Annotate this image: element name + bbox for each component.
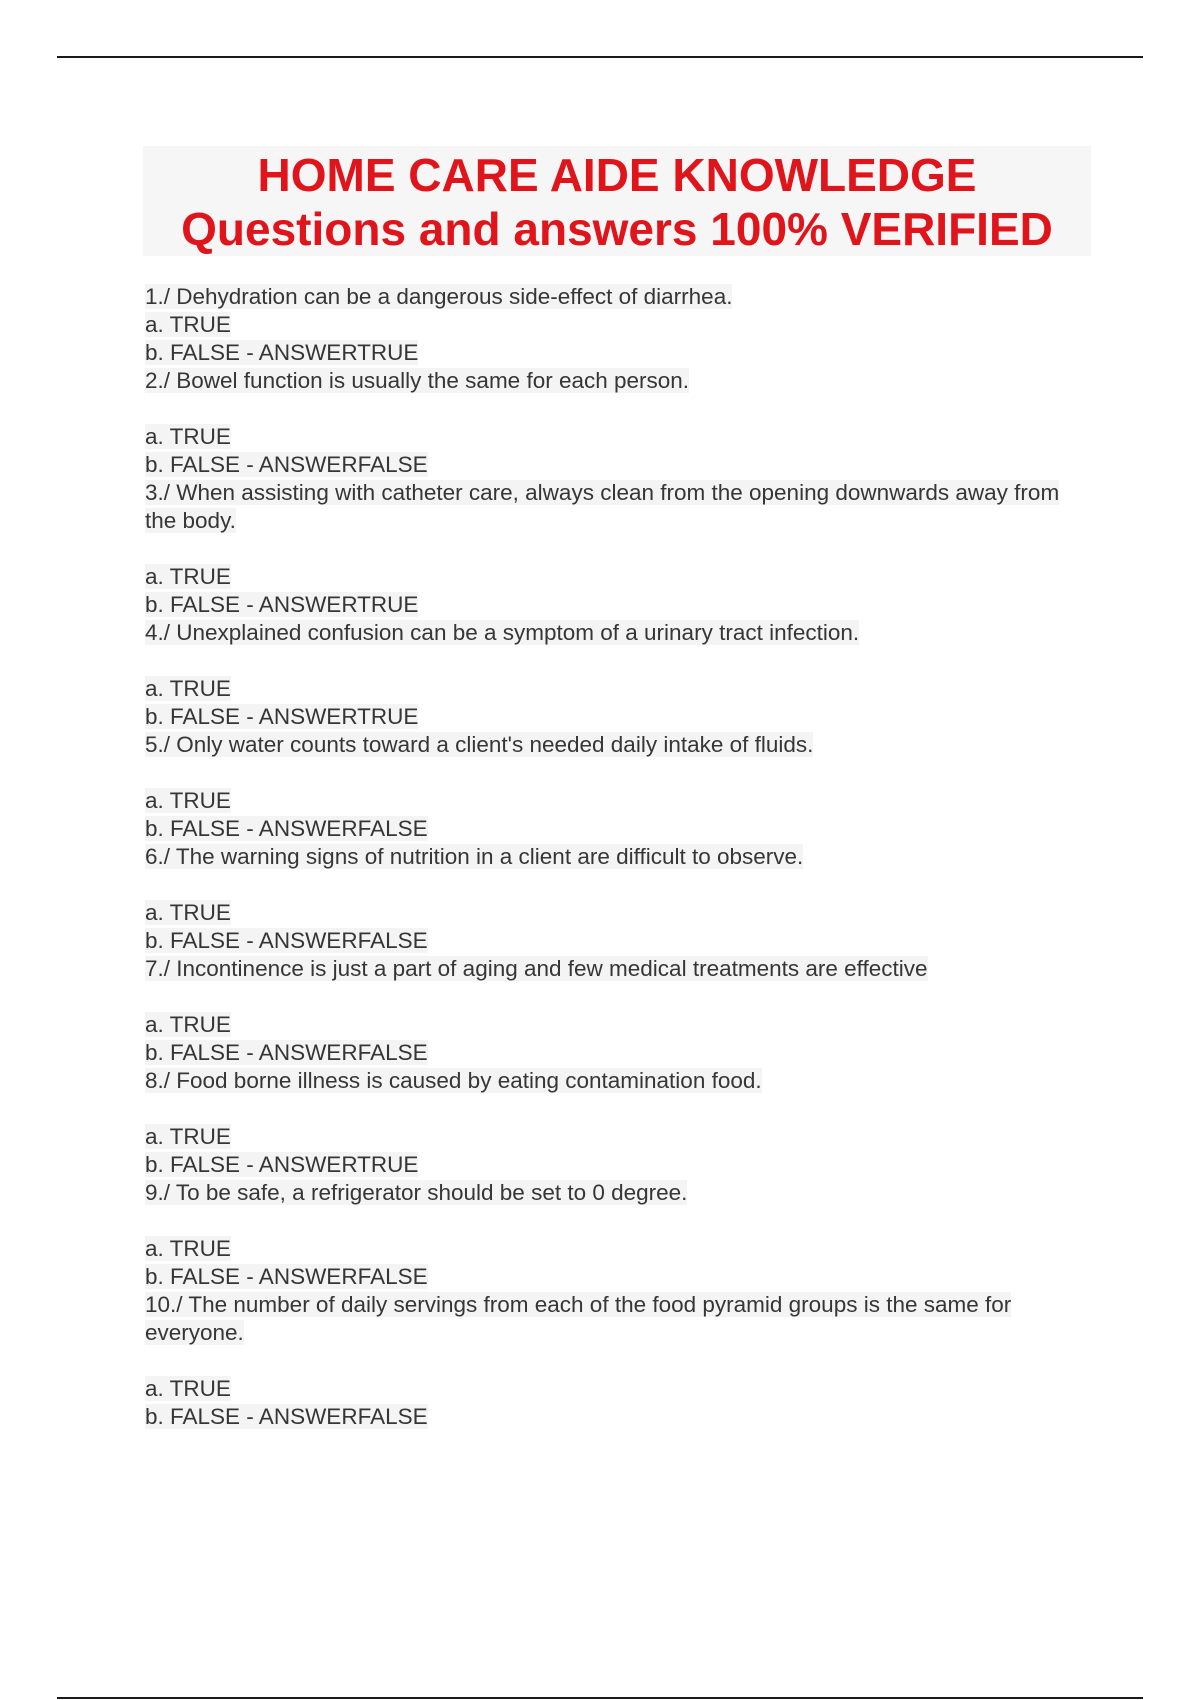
option-a: a. TRUE — [145, 676, 231, 701]
option-b-answer: b. FALSE - ANSWERFALSE — [145, 452, 428, 477]
option-b-answer: b. FALSE - ANSWERTRUE — [145, 704, 419, 729]
question-list — [145, 283, 1085, 1431]
spacer — [145, 395, 1085, 423]
spacer — [145, 647, 1085, 675]
question-text: 6./ The warning signs of nutrition in a client are difficult to observe. — [145, 844, 804, 869]
option-b-answer: b. FALSE - ANSWERTRUE — [145, 592, 419, 617]
option-b-answer: b. FALSE - ANSWERTRUE — [145, 340, 419, 365]
question-item-3 — [145, 479, 1085, 619]
question-text: 3./ When assisting with catheter care, always clean from the opening downwards away from the body. — [145, 480, 1060, 533]
question-item-8 — [145, 1067, 1085, 1179]
option-a: a. TRUE — [145, 900, 231, 925]
option-b-answer: b. FALSE - ANSWERFALSE — [145, 928, 428, 953]
option-a: a. TRUE — [145, 788, 231, 813]
question-text: 10./ The number of daily servings from each of the food pyramid groups is the same for everyone. — [145, 1292, 1012, 1345]
option-a: a. TRUE — [145, 564, 231, 589]
top-rule — [57, 56, 1143, 58]
spacer — [145, 983, 1085, 1011]
spacer — [145, 871, 1085, 899]
question-text: 1./ Dehydration can be a dangerous side-effect of diarrhea. — [145, 284, 733, 309]
title-line-1: HOME CARE AIDE KNOWLEDGE — [257, 149, 977, 201]
option-a: a. TRUE — [145, 424, 231, 449]
question-item-1 — [145, 283, 1085, 367]
question-text: 7./ Incontinence is just a part of aging and few medical treatments are effective — [145, 956, 928, 981]
option-b-answer: b. FALSE - ANSWERFALSE — [145, 1264, 428, 1289]
spacer — [145, 1095, 1085, 1123]
document-title — [143, 146, 1091, 256]
spacer — [145, 1347, 1085, 1375]
question-item-10 — [145, 1291, 1085, 1431]
option-b-answer: b. FALSE - ANSWERTRUE — [145, 1152, 419, 1177]
question-item-7 — [145, 955, 1085, 1067]
option-a: a. TRUE — [145, 1124, 231, 1149]
option-b-answer: b. FALSE - ANSWERFALSE — [145, 1040, 428, 1065]
question-item-4 — [145, 619, 1085, 731]
bottom-rule — [57, 1697, 1143, 1699]
question-item-2 — [145, 367, 1085, 479]
spacer — [145, 535, 1085, 563]
question-item-9 — [145, 1179, 1085, 1291]
option-a: a. TRUE — [145, 312, 231, 337]
option-b-answer: b. FALSE - ANSWERFALSE — [145, 1404, 428, 1429]
title-line-2: Questions and answers 100% VERIFIED — [181, 203, 1053, 255]
option-a: a. TRUE — [145, 1236, 231, 1261]
question-text: 4./ Unexplained confusion can be a symptom of a urinary tract infection. — [145, 620, 860, 645]
option-a: a. TRUE — [145, 1376, 231, 1401]
question-item-5 — [145, 731, 1085, 843]
question-text: 5./ Only water counts toward a client's needed daily intake of fluids. — [145, 732, 814, 757]
question-text: 9./ To be safe, a refrigerator should be set to 0 degree. — [145, 1180, 688, 1205]
question-item-6 — [145, 843, 1085, 955]
question-text: 8./ Food borne illness is caused by eating contamination food. — [145, 1068, 762, 1093]
option-a: a. TRUE — [145, 1012, 231, 1037]
question-text: 2./ Bowel function is usually the same for each person. — [145, 368, 690, 393]
option-b-answer: b. FALSE - ANSWERFALSE — [145, 816, 428, 841]
spacer — [145, 759, 1085, 787]
spacer — [145, 1207, 1085, 1235]
